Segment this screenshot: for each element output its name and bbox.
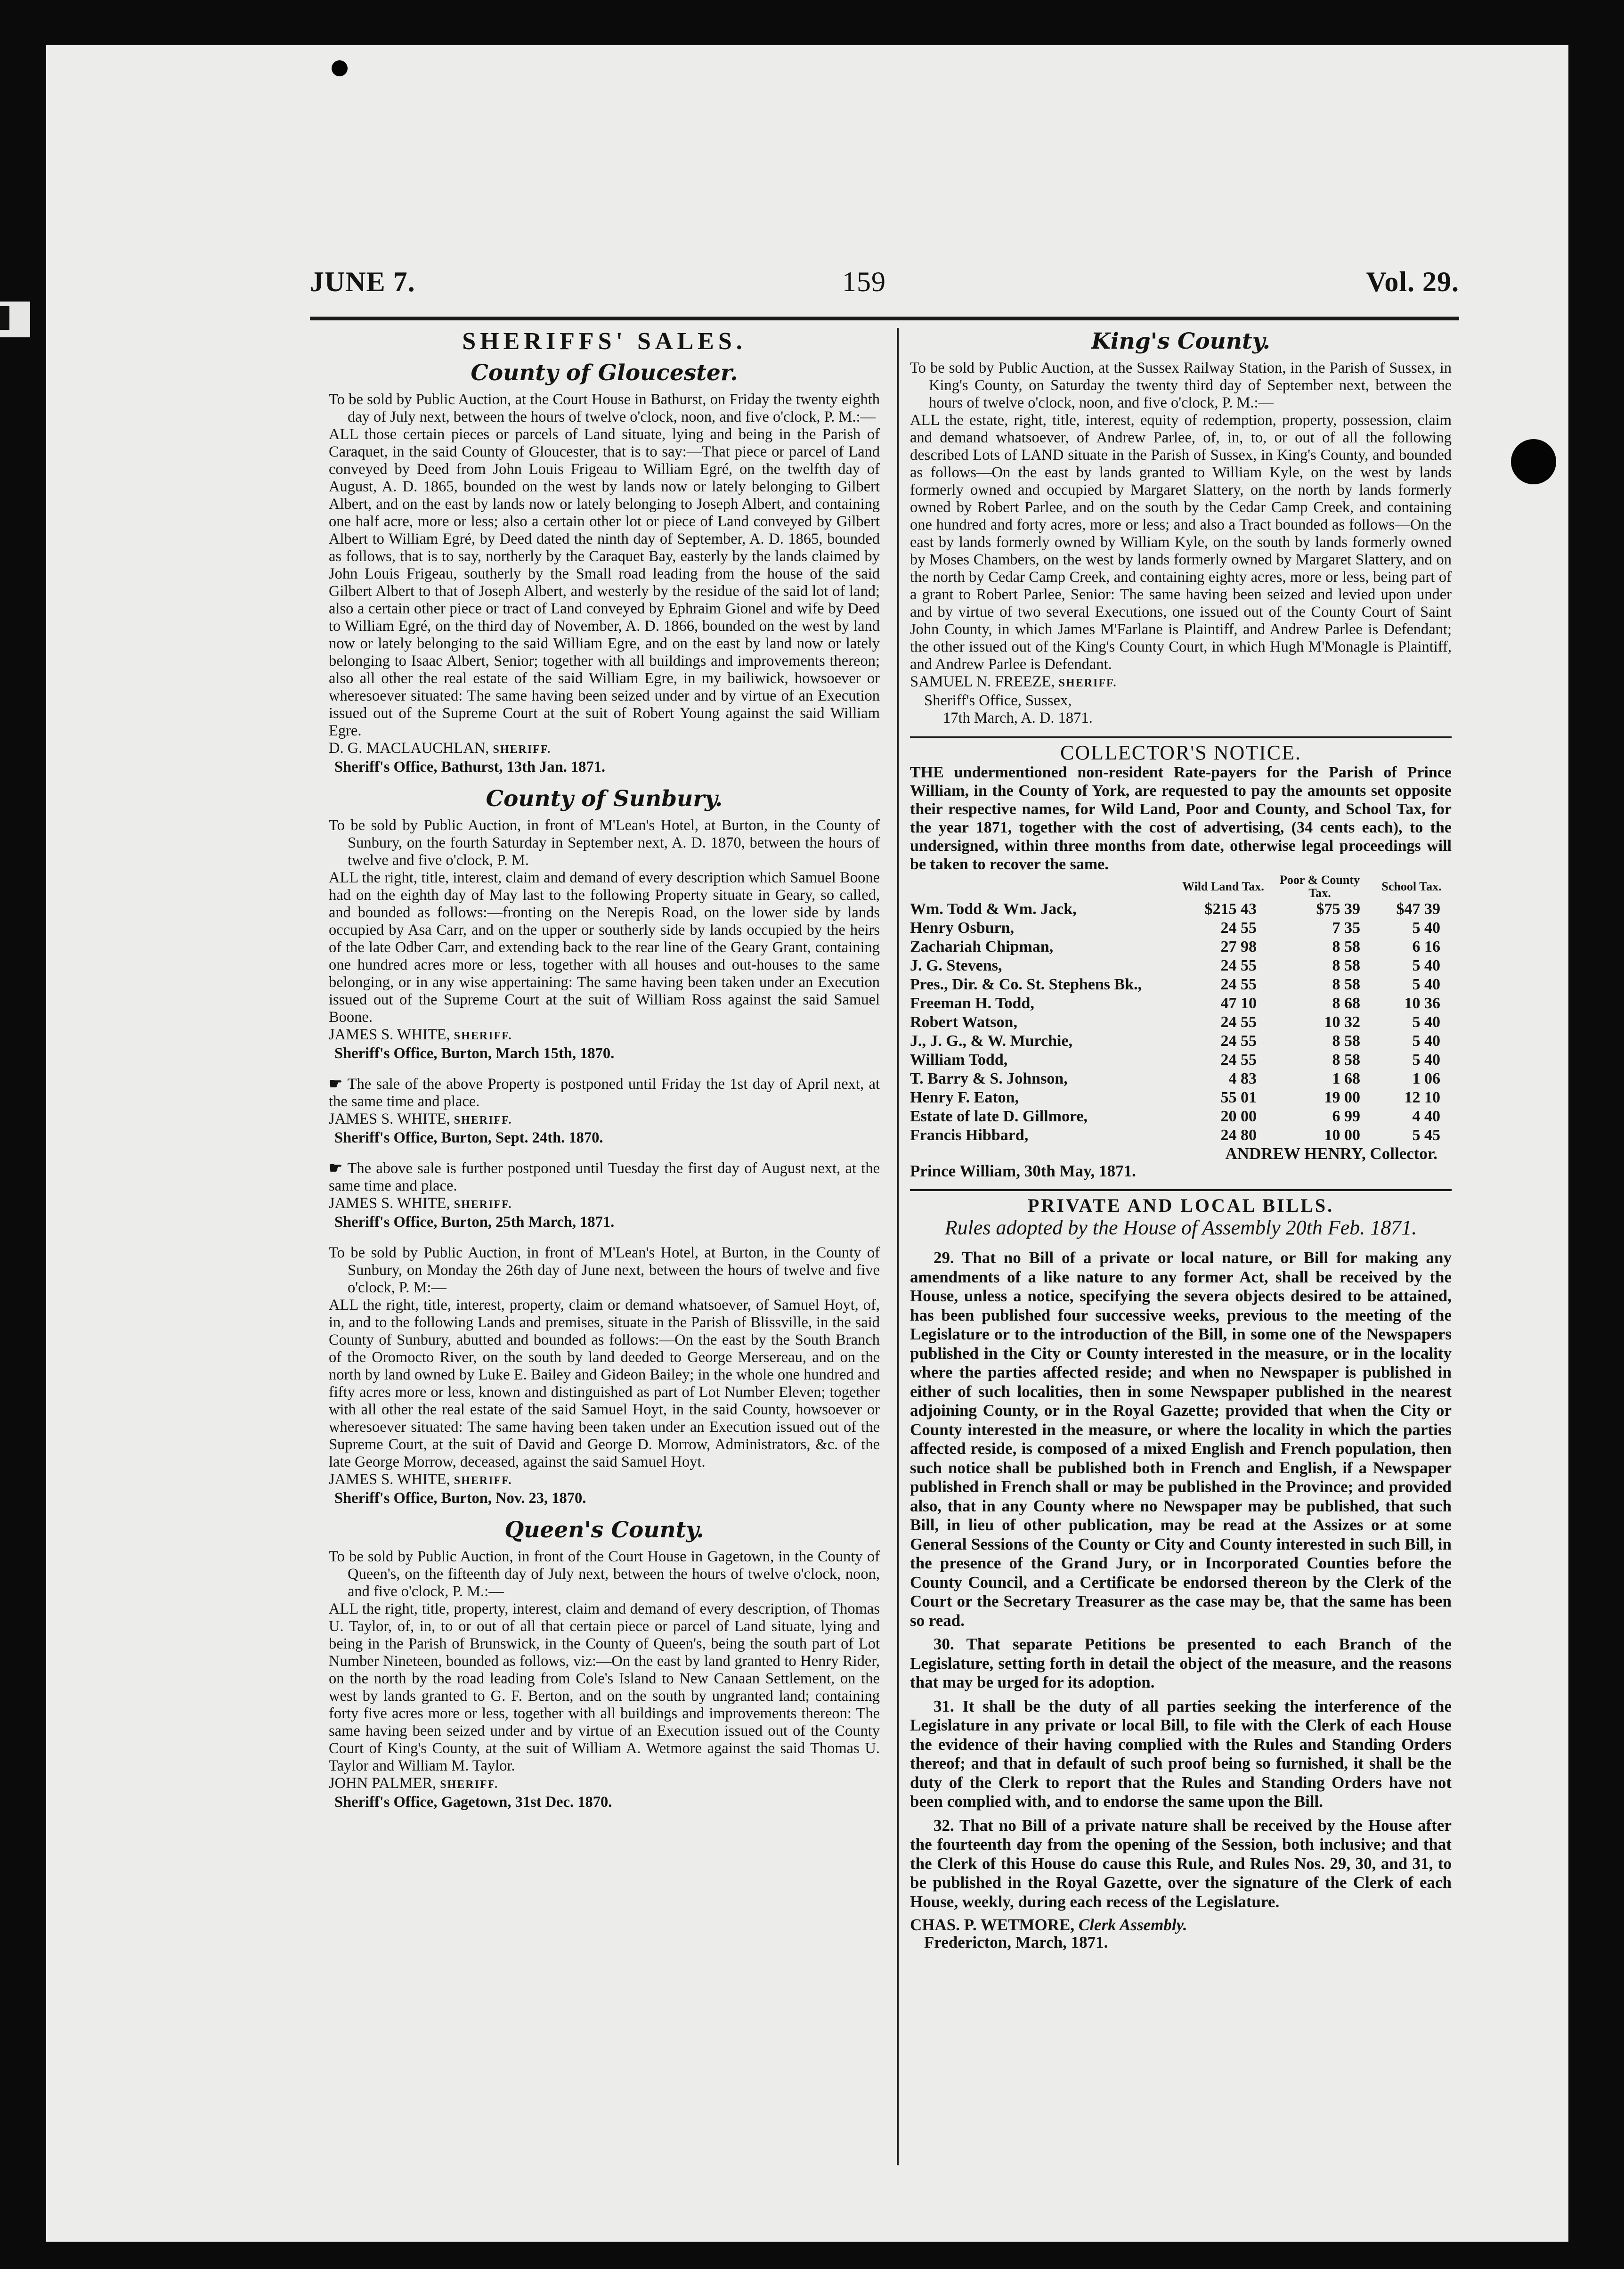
school-tax: 5 40 xyxy=(1412,1051,1440,1069)
page-header xyxy=(310,261,1459,303)
tax-table-row xyxy=(910,1051,1452,1069)
sig-name: D. G. MACLAUCHLAN, xyxy=(329,740,489,757)
school-tax: 5 40 xyxy=(1412,1032,1440,1050)
page-number: 159 xyxy=(842,266,886,297)
queens-heading: Queen's County. xyxy=(504,1517,704,1543)
sunbury-postpone2-signature xyxy=(329,1195,880,1214)
col-poor-county: Poor & County Tax. xyxy=(1280,873,1360,900)
school-tax: 12 10 xyxy=(1404,1089,1440,1106)
column-divider xyxy=(897,328,899,2165)
tax-table-row xyxy=(910,1088,1452,1107)
collector-notice-body: THE undermentioned non-resident Rate-payers for the Parish of Prince William, in the County of York, are requested to pay the amounts set opposite their respective names, for Wild Land, Poor and County, and School Tax, for the year 1871, together with the cost of advertising, (34 cents each), to the undersigned, within three months from date, otherwise legal proceedings will be taken to recover the same. xyxy=(910,764,1452,873)
sig-name: JAMES S. WHITE, xyxy=(329,1471,450,1488)
section-rule xyxy=(910,736,1452,738)
poor-county-tax: $75 39 xyxy=(1316,900,1360,918)
poor-county-tax: 8 58 xyxy=(1332,1051,1360,1069)
tax-table-row xyxy=(910,994,1452,1013)
payer-name: Estate of late D. Gillmore, xyxy=(910,1108,1088,1125)
kings-body: ALL the estate, right, title, interest, equity of redemption, property, possession, claim and demand whatsoever, of Andrew Parlee, of, in, to, or out of all the following described Lots of LAND situate in the Parish of Sussex, in King's County, and bounded as follows—On the east by lands granted to William Kyle, on the west by lands formerly owned and occupied by Margaret Slattery, on the north by lands formerly owned by Robert Parlee, and on the south by the Cedar Camp Creek, and containing one hundred and forty acres, more or less; and also a Tract bounded as follows—On the east by lands formerly owned by William Kyle, on the south by lands formerly owned by Moses Chambers, on the west by lands formerly owned by Margaret Slattery, and on the north by Cedar Camp Creek, and containing eighty acres, more or less, being part of a grant to Robert Parlee, Senior: The same having been seized and levied upon under and by virtue of two several Executions, one issued out of the County Court of Saint John County, in which James M'Farlane is Plaintiff, and Andrew Parlee is Defendant; the other issued out of the King's County Court, in which Hugh M'Monagle is Plaintiff, and Andrew Parlee is Defendant. xyxy=(910,412,1452,673)
collector-notice-heading: COLLECTOR'S NOTICE. xyxy=(1060,741,1301,764)
scan-edge-mark xyxy=(0,306,9,330)
kings-office-line1: Sheriff's Office, Sussex, xyxy=(924,692,1072,709)
poor-county-tax: 8 58 xyxy=(1332,938,1360,955)
poor-county-tax: 19 00 xyxy=(1324,1089,1360,1106)
wild-land-tax: 24 55 xyxy=(1220,957,1257,974)
sunbury-sale2-lead: To be sold by Public Auction, in front of M'Lean's Hotel, at Burton, in the County of Sunbury, on Monday the 26th day of June next, between the hours of twelve and five o'clock, P. M:— xyxy=(329,1244,880,1296)
clerk-signature xyxy=(910,1916,1452,1934)
poor-county-tax: 1 68 xyxy=(1332,1070,1360,1087)
pointing-hand-icon: ☛ xyxy=(329,1076,348,1093)
sunbury-sale2-signature xyxy=(329,1471,880,1490)
school-tax: $47 39 xyxy=(1396,900,1440,918)
gloucester-office: Sheriff's Office, Bathurst, 13th Jan. 1871. xyxy=(334,759,606,775)
gloucester-lead: To be sold by Public Auction, at the Court House in Bathurst, on Friday the twenty eighth day of July next, between the hours of twelve o'clock, noon, and five o'clock, P. M.:— xyxy=(329,391,880,425)
poor-county-tax: 8 58 xyxy=(1332,976,1360,993)
col-school: School Tax. xyxy=(1381,880,1442,893)
kings-signature xyxy=(910,673,1452,692)
tax-table-name-header xyxy=(910,873,1178,900)
wild-land-tax: 27 98 xyxy=(1220,938,1257,955)
postpone1-text: The sale of the above Property is postponed until Friday the 1st day of April next, at the same time and place. xyxy=(329,1076,880,1110)
sheriffs-sales-title: SHERIFFS' SALES. xyxy=(462,328,747,355)
sig-name: SAMUEL N. FREEZE, xyxy=(910,673,1055,690)
tax-table-row xyxy=(910,956,1452,975)
wild-land-tax: $215 43 xyxy=(1204,900,1257,918)
tax-table-row xyxy=(910,1013,1452,1032)
tax-table-row xyxy=(910,1107,1452,1126)
poor-county-tax: 8 58 xyxy=(1332,957,1360,974)
wild-land-tax: 24 55 xyxy=(1220,919,1257,937)
payer-name: Pres., Dir. & Co. St. Stephens Bk., xyxy=(910,976,1142,993)
sunbury-sale1-lead: To be sold by Public Auction, in front of M'Lean's Hotel, at Burton, in the County of Sunbury, on the fourth Saturday in September next, A. D. 1870, between the hours of twelve and five o'clock, P. M. xyxy=(329,817,880,869)
sig-title: SHERIFF. xyxy=(454,1475,512,1487)
poor-county-tax: 10 00 xyxy=(1324,1126,1360,1144)
school-tax: 4 40 xyxy=(1412,1108,1440,1125)
queens-body: ALL the right, title, property, interest, claim and demand of every description, of Thomas U. Taylor, of, in, to or out of all that certain piece or parcel of Land situate, lying and being in the Parish of Brunswick, in the County of Queen's, being the south part of Lot Number Nineteen, bounded as follows, viz:—On the east by land granted to Henry Rider, on the north by the road leading from Cole's Island to New Canaan Settlement, on the west by lands granted to G. F. Berton, and on the south by ungranted land; containing forty five acres more or less, together with all buildings and improvements thereon: The same having been seized under and by virtue of an Execution issued out of the County Court of King's County, at the suit of William A. Wetmore against the said Thomas U. Taylor and William M. Taylor. xyxy=(329,1600,880,1774)
col-wild-land: Wild Land Tax. xyxy=(1182,880,1264,893)
tax-table-row xyxy=(910,938,1452,956)
school-tax: 5 40 xyxy=(1412,976,1440,993)
sunbury-heading: County of Sunbury. xyxy=(486,786,723,812)
school-tax: 5 40 xyxy=(1412,919,1440,937)
sig-title: SHERIFF. xyxy=(454,1114,512,1126)
payer-name: William Todd, xyxy=(910,1051,1008,1069)
right-column xyxy=(910,328,1452,1951)
left-column xyxy=(329,328,880,1824)
clerk-title: Clerk Assembly. xyxy=(1078,1916,1187,1934)
sig-name: JAMES S. WHITE, xyxy=(329,1026,450,1043)
tax-table-row xyxy=(910,919,1452,938)
sunbury-sale2-office: Sheriff's Office, Burton, Nov. 23, 1870. xyxy=(334,1490,586,1507)
wild-land-tax: 24 80 xyxy=(1220,1126,1257,1144)
volume-number: Vol. 29. xyxy=(1366,266,1459,297)
kings-heading: King's County. xyxy=(1091,328,1271,354)
sig-name: JAMES S. WHITE, xyxy=(329,1110,450,1127)
sunbury-sale1-body: ALL the right, title, interest, claim and demand of every description which Samuel Boone had on the eighth day of May last to the following Property situate in Geary, so called, and bounded as follows:—fronting on the Nerepis Road, on the lower side by lands occupied by Asa Carr, and on the upper or southerly side by lands occupied by the heirs of the late Odber Carr, and extending back to the rear line of the Geary Grant, containing one hundred acres more or less, together with all houses and out-houses to the same belonging, or in any wise appertaining: The same having been taken under an Execution issued out of the Supreme Court at the suit of William Ross against the said Samuel Boone. xyxy=(329,869,880,1026)
sig-title: SHERIFF. xyxy=(454,1030,512,1042)
tax-table-row xyxy=(910,1069,1452,1088)
rule-31: 31. It shall be the duty of all parties seeking the interference of the Legislature in any private or local Bill, to file with the Clerk of each House the evidence of their having complied with the Rules and Standing Orders thereof; and that in default of such proof being so furnished, it shall be the duty of the Clerk to report that the Rules and Standing Orders have not been complied with, and to endorse the same upon the Bill. xyxy=(910,1697,1452,1811)
sunbury-postpone2-office: Sheriff's Office, Burton, 25th March, 1871. xyxy=(334,1214,615,1231)
payer-name: Robert Watson, xyxy=(910,1013,1017,1031)
wild-land-tax: 24 55 xyxy=(1220,1051,1257,1069)
kings-office-line2: 17th March, A. D. 1871. xyxy=(943,710,1093,726)
sig-title: SHERIFF. xyxy=(440,1779,499,1791)
wild-land-tax: 24 55 xyxy=(1220,976,1257,993)
sunbury-postpone1-signature xyxy=(329,1110,880,1129)
school-tax: 10 36 xyxy=(1404,995,1440,1012)
newspaper-page xyxy=(46,45,1568,2242)
payer-name: Francis Hibbard, xyxy=(910,1126,1029,1144)
gloucester-signature xyxy=(329,740,880,759)
sig-name: JAMES S. WHITE, xyxy=(329,1195,450,1212)
payer-name: Wm. Todd & Wm. Jack, xyxy=(910,900,1077,918)
kings-lead: To be sold by Public Auction, at the Sussex Railway Station, in the Parish of Sussex, in King's County, on Saturday the twenty third day of September next, between the hours of twelve o'clock, noon, and five o'clock, P. M.:— xyxy=(910,359,1452,411)
sig-title: SHERIFF. xyxy=(1058,677,1117,689)
private-bills-subheading: Rules adopted by the House of Assembly 20th Feb. 1871. xyxy=(944,1216,1417,1239)
payer-name: Zachariah Chipman, xyxy=(910,938,1054,955)
punch-hole-top xyxy=(332,60,348,76)
tax-table-row xyxy=(910,975,1452,994)
poor-county-tax: 6 99 xyxy=(1332,1108,1360,1125)
sig-name: JOHN PALMER, xyxy=(329,1775,437,1792)
pointing-hand-icon: ☛ xyxy=(329,1160,348,1177)
collector-dateline: Prince William, 30th May, 1871. xyxy=(910,1162,1136,1180)
tax-table xyxy=(910,873,1452,1145)
postpone2-text: The above sale is further postponed until Tuesday the first day of August next, at the same time and place. xyxy=(329,1160,880,1194)
rule-32: 32. That no Bill of a private nature shall be received by the House after the fourteenth day from the opening of the Session, both inclusive; and that the Clerk of this House do cause this Rule, and Rules Nos. 29, 30, and 31, to be published in the Royal Gazette, over the signature of the Clerk of each House, weekly, during each recess of the Legislature. xyxy=(910,1816,1452,1911)
school-tax: 5 40 xyxy=(1412,957,1440,974)
poor-county-tax: 10 32 xyxy=(1324,1013,1360,1031)
sunbury-sale1-office: Sheriff's Office, Burton, March 15th, 1870. xyxy=(334,1045,615,1062)
gloucester-body: ALL those certain pieces or parcels of Land situate, lying and being in the Parish of Caraquet, in the said County of Gloucester, that is to say:—That piece or parcel of Land conveyed by Deed from John Louis Frigeau to William Egré, on the twelfth day of August, A. D. 1865, bounded on the west by lands now or lately belonging to Gilbert Albert, and on the east by lands now or lately belonging to Joseph Albert, and containing one half acre, more or less; also a certain other lot or piece of Land conveyed by Gilbert Albert to William Egré, by Deed dated the ninth day of September, A. D. 1865, bounded as follows, that is to say, northerly by the Caraquet Bay, easterly by the lands claimed by John Louis Frigeau, southerly by the Small road leading from the house of the said Gilbert Albert to that of Joseph Albert, and westerly by the residue of the said lot of land; also a certain other piece or tract of Land conveyed by Ephraim Gionel and wife by Deed to William Egré, on the third day of November, A. D. 1866, bounded on the west by land now or lately belonging to the said William Egre, and on the east by land now or lately belonging to Isaac Albert, Senior; together with all buildings and improvements thereon; also all other the real estate of the said William Egre, in my bailiwick, howsoever or wheresoever situated: The same having been seized under and by virtue of an Execution issued out of the Supreme Court at the suit of Robert Young against the said William Egre. xyxy=(329,426,880,739)
gloucester-heading: County of Gloucester. xyxy=(471,360,738,386)
sunbury-postpone1 xyxy=(329,1076,880,1110)
payer-name: J. G. Stevens, xyxy=(910,957,1002,974)
payer-name: Freeman H. Todd, xyxy=(910,995,1034,1012)
school-tax: 5 45 xyxy=(1412,1126,1440,1144)
collector-signature: ANDREW HENRY, Collector. xyxy=(1225,1144,1437,1163)
sunbury-postpone1-office: Sheriff's Office, Burton, Sept. 24th. 1870. xyxy=(334,1129,603,1146)
tax-table-row xyxy=(910,1032,1452,1051)
tax-table-header xyxy=(910,873,1452,900)
poor-county-tax: 8 68 xyxy=(1332,995,1360,1012)
sunbury-sale2-body: ALL the right, title, interest, property, claim or demand whatsoever, of Samuel Hoyt, of, in, and to the following Lands and premises, situate in the Parish of Blissville, in the said County of Sunbury, abutted and bounded as follows:—On the east by the South Branch of the Oromocto River, on the south by land deeded to George Mersereau, and on the north by land owned by Luke E. Bailey and Gideon Bailey; in the whole one hundred and fifty acres more or less, known and distinguished as part of Lot Number Eleven; together with all other the real estate of the said Samuel Hoyt, in the said County, howsoever or wheresoever situated: The same having been taken under an Execution issued out of the Supreme Court, at the suit of David and George D. Morrow, Administrators, &c. of the late George Morrow, deceased, against the said Samuel Hoyt. xyxy=(329,1297,880,1470)
private-bills-heading: PRIVATE AND LOCAL BILLS. xyxy=(1027,1195,1334,1216)
poor-county-tax: 8 58 xyxy=(1332,1032,1360,1050)
school-tax: 1 06 xyxy=(1412,1070,1440,1087)
wild-land-tax: 24 55 xyxy=(1220,1013,1257,1031)
payer-name: J., J. G., & W. Murchie, xyxy=(910,1032,1073,1050)
punch-hole-right xyxy=(1511,439,1556,484)
school-tax: 6 16 xyxy=(1412,938,1440,955)
wild-land-tax: 24 55 xyxy=(1220,1032,1257,1050)
queens-office: Sheriff's Office, Gagetown, 31st Dec. 1870. xyxy=(334,1794,612,1811)
rule-29: 29. That no Bill of a private or local nature, or Bill for making any amendments of a like nature to any former Act, shall be received by the House, unless a notice, specifying the severa objects desired to be attained, has been published four successive weeks, previous to the meeting of the Legislature or to the introduction of the Bill, in some one of the Newspapers published in the City or County interested in the measure, or in the locality where the parties affected reside; and when no Newspaper is published in either of such localities, then in some Newspaper published in the nearest adjoining County, or in the Royal Gazette; provided that when the City or County interested in the measure, or where the locality in which the parties affected reside, is composed of a mixed English and French population, then such notice shall be published both in French and English, if a Newspaper published in French shall or may be published in the Province; and provided also, that in any County where no Newspaper may be published, that such Bill, in lieu of other publication, may be read at the Assizes or at some General Sessions of the County or City and County interested in such Bill, in the presence of the Grand Jury, or in Incorporated Counties before the County Council, and a Certificate be endorsed thereon by the Clerk of the Court or the Secretary Treasurer as the case may be, that the same has been so read. xyxy=(910,1249,1452,1630)
section-rule xyxy=(910,1189,1452,1191)
payer-name: Henry F. Eaton, xyxy=(910,1089,1019,1106)
queens-signature xyxy=(329,1775,880,1794)
wild-land-tax: 20 00 xyxy=(1220,1108,1257,1125)
tax-table-row xyxy=(910,1126,1452,1145)
sunbury-sale1-signature xyxy=(329,1026,880,1045)
private-bills-dateline: Fredericton, March, 1871. xyxy=(924,1933,1108,1951)
payer-name: Henry Osburn, xyxy=(910,919,1015,937)
sig-title: SHERIFF. xyxy=(493,743,552,756)
rule-30: 30. That separate Petitions be presented to each Branch of the Legislature, setting forth in detail the object of the measure, and the reasons that may be urged for its adoption. xyxy=(910,1635,1452,1691)
tax-table-row xyxy=(910,900,1452,919)
issue-date: JUNE 7. xyxy=(310,266,415,297)
payer-name: T. Barry & S. Johnson, xyxy=(910,1070,1068,1087)
clerk-name: CHAS. P. WETMORE, xyxy=(910,1916,1075,1934)
school-tax: 5 40 xyxy=(1412,1013,1440,1031)
queens-lead: To be sold by Public Auction, in front of the Court House in Gagetown, in the County of Queen's, on the fifteenth day of July next, between the hours of twelve o'clock, noon, and five o'clock, P. M.:— xyxy=(329,1548,880,1600)
sig-title: SHERIFF. xyxy=(454,1199,512,1211)
sunbury-postpone2 xyxy=(329,1160,880,1195)
header-rule xyxy=(310,317,1459,320)
poor-county-tax: 7 35 xyxy=(1332,919,1360,937)
wild-land-tax: 4 83 xyxy=(1228,1070,1257,1087)
wild-land-tax: 55 01 xyxy=(1220,1089,1257,1106)
wild-land-tax: 47 10 xyxy=(1220,995,1257,1012)
